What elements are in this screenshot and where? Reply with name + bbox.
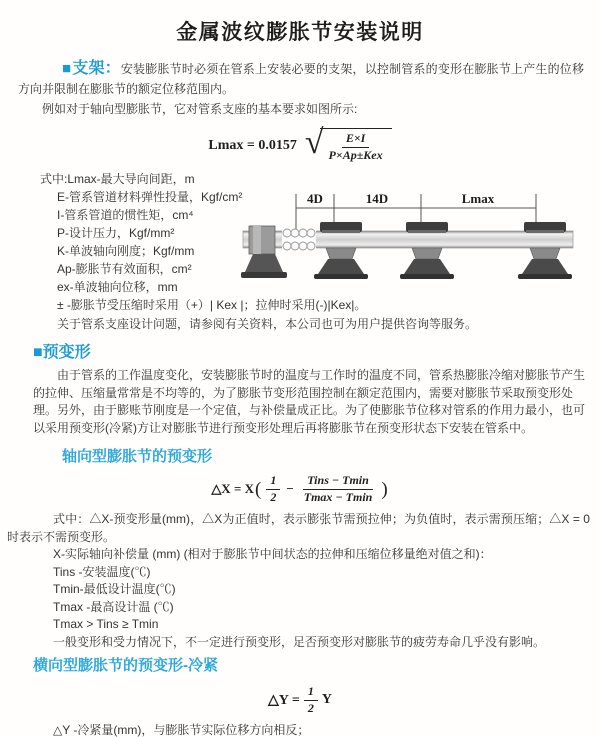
definition-line: K-单波轴向刚度；Kgf/mm — [57, 244, 195, 258]
temp-inequality: Tmax > Tins ≥ Tmin — [53, 617, 159, 631]
lateral-fraction-numerator: 1 — [304, 684, 318, 701]
sqrt-expression — [304, 124, 392, 163]
support-note: 关于管系支座设计问题，请参阅有关资料，本公司也可为用户提供咨询等服务。 — [57, 317, 478, 331]
predeform-body: 由于管系的工作温度变化，安装膨胀节时的温度与工作时的温度不同，管系热膨胀冷缩对膨胀节产生的拉伸、压缩量常常是不均等的，为了膨胀节变形范围控制在额定范围内，需要对膨胀节采取预变形处理。另外，由于膨账节刚度是一个定值，与补偿量成正比。为了使膨胀节位移对管系的作用力最小，也可以采用预变形(冷紧)方让对膨胀节进行预变形处理后再将膨胀节在预变形状态下安装在管系中。 — [33, 368, 586, 435]
axial-predeform-formula — [0, 471, 600, 507]
one-half-numerator: 1 — [266, 473, 280, 490]
section-bullet-icon: ■ — [62, 60, 72, 77]
dim-label-lmax: Lmax — [461, 191, 495, 206]
lateral-explain: △Y -冷紧量(mm)，与膨胀节实际位移方向相反； — [53, 723, 310, 737]
section-bullet-icon: ■ — [33, 344, 43, 361]
bellows — [282, 229, 316, 250]
definition-line: Ap-膨胀节有效面积，cm² — [57, 262, 192, 276]
close-paren: ) — [381, 478, 388, 500]
support-intro-paragraph — [18, 59, 584, 99]
lmax-fraction — [325, 131, 387, 163]
axial-x-definition: X-实际轴向补偿量 (mm) (相对于膨胀节中间状态的拉伸和压缩位移量绝对值之和)： — [53, 547, 492, 561]
lateral-fraction-denominator: 2 — [307, 700, 314, 715]
lmax-fraction-denominator: P×Ap±Kex — [328, 148, 383, 162]
axial-subheading: 轴向型膨胀节的预变形 — [62, 448, 213, 465]
support-section-heading — [62, 60, 121, 77]
axial-formula-explain: 式中：△X-预变形量(mm)，△X为正值时，表示膨张节需预拉伸；为负值时，表示需预压缩；△X = 0时表示不需预变形。 — [7, 512, 590, 544]
definition-line: P-设计压力，Kgf/mm² — [57, 226, 175, 240]
predeform-section-heading — [33, 342, 600, 364]
temp-definition-tmin: Tmin-最低设计温度(℃) — [53, 582, 176, 596]
lmax-formula — [0, 126, 600, 166]
temp-definition-tmax: Tmax -最高设计温 (℃) — [53, 599, 174, 614]
radical-sign: √ — [304, 124, 324, 162]
predeform-heading-label: 预变形 — [42, 344, 91, 361]
support-example-line: 例如对于轴向型膨胀节，它对管系支座的基本要求如图所示: — [42, 102, 358, 116]
definition-line: ex-单波轴向位移，mm — [57, 280, 178, 294]
definition-line: 式中:Lmax-最大导向间距，m — [40, 172, 195, 186]
lateral-formula-rhs: Y — [321, 692, 332, 708]
lateral-subheading: 横向型膨胀节的预变形-冷紧 — [33, 657, 218, 674]
sqrt-content — [320, 128, 392, 163]
temperature-fraction-denominator: Tmax − Tmin — [303, 489, 373, 504]
lateral-one-half-fraction — [304, 684, 318, 716]
lmax-fraction-numerator: E×I — [342, 131, 370, 148]
guide-support-3 — [518, 222, 572, 279]
definition-line: E-管系管道材料弹性投量，Kgf/cm² — [57, 190, 243, 204]
open-paren: ( — [255, 478, 262, 500]
definition-line: ± -膨胀节受压缩时采用（+）| Kex |；拉伸时采用(-)|Kex|。 — [57, 298, 367, 312]
axial-formula-lhs: △X = X — [211, 481, 254, 496]
guide-support-1 — [314, 222, 368, 279]
support-spacing-diagram — [241, 186, 597, 286]
support-heading-label: 支架： — [72, 60, 121, 77]
lmax-formula-lhs: Lmax = 0.0157 — [208, 138, 297, 153]
minus-sign: − — [286, 481, 294, 496]
dim-label-14d: 14D — [365, 191, 389, 206]
dim-label-4d: 4D — [307, 191, 323, 206]
temperature-fraction-numerator: Tins − Tmin — [303, 473, 373, 490]
axial-note: 一般变形和受力情况下，不一定进行预变形，足否预变形对膨胀节的疲劳寿命几乎没有影响。 — [53, 634, 546, 649]
support-intro-text: 安装膨胀节时必须在管系上安装必要的支架，以控制管系的变形在膨胀节上产生的位移方向并限制在膨胀节的额定位移范围内。 — [18, 62, 584, 96]
one-half-denominator: 2 — [270, 489, 277, 504]
page-title: 金属波纹膨胀节安装说明 — [176, 21, 424, 44]
one-half-fraction — [266, 473, 280, 505]
definition-line: I-管系管道的惯性矩，cm⁴ — [57, 208, 194, 222]
lateral-predeform-formula — [0, 684, 600, 716]
guide-support-2 — [400, 222, 454, 279]
lateral-formula-lhs: △Y = — [268, 692, 300, 708]
temp-definition-tins: Tins -安装温度(℃) — [53, 564, 151, 579]
temperature-fraction — [300, 473, 377, 505]
